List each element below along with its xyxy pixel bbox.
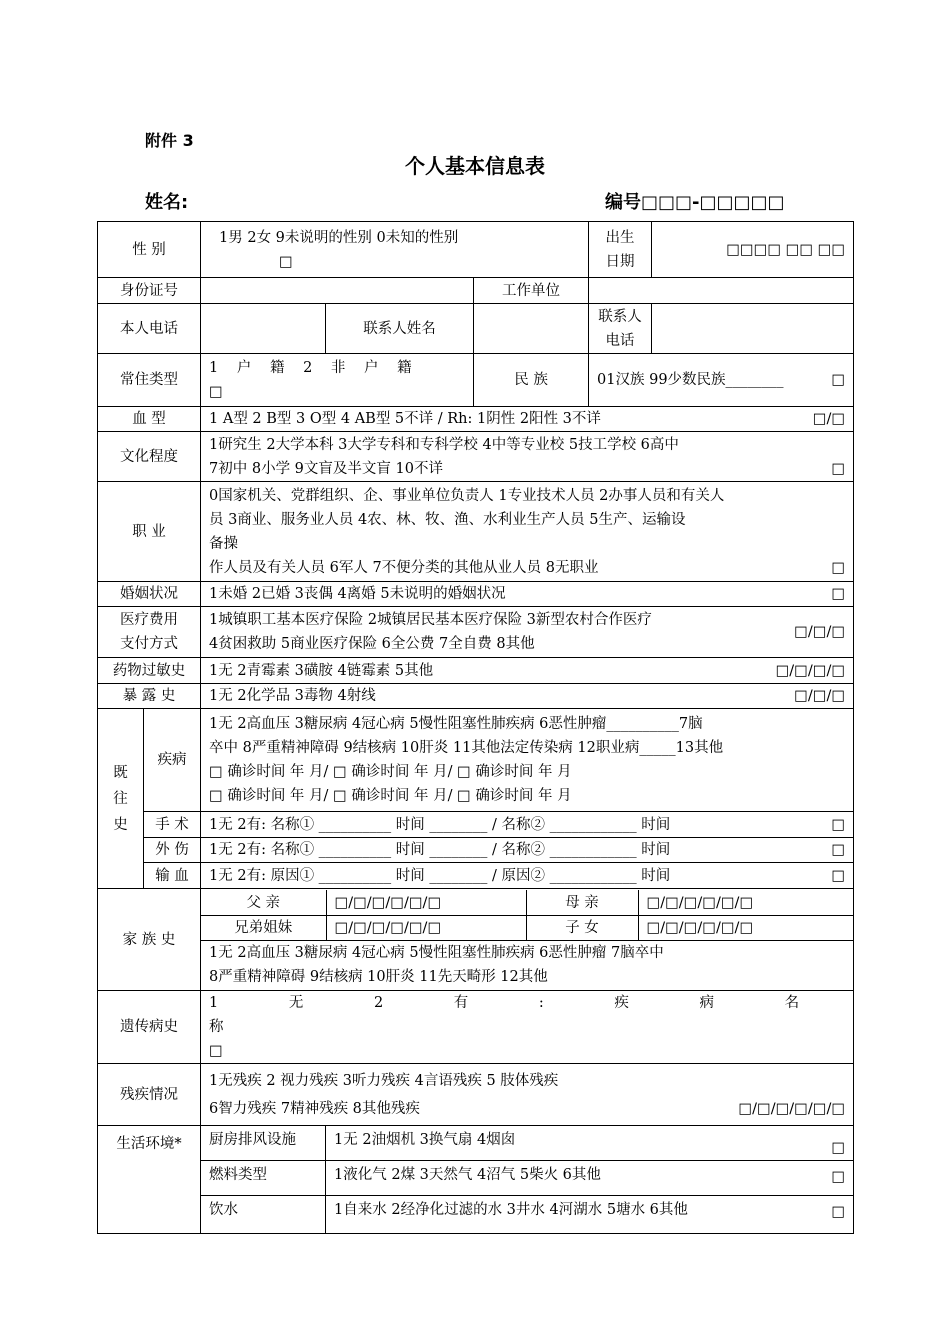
ethnic-label: 民 族 (474, 354, 589, 407)
siblings-checkbox[interactable]: □/□/□/□/□/□ (326, 915, 526, 940)
mother-label: 母 亲 (526, 890, 638, 915)
transfusion-label: 输 血 (144, 863, 201, 889)
family-options-line2: 8严重精神障碍 9结核病 10肝炎 11先天畸形 12其他 (209, 968, 548, 985)
fuel-field[interactable] (326, 1161, 854, 1196)
occupation-field[interactable] (201, 482, 854, 582)
education-label: 文化程度 (98, 432, 201, 482)
water-field[interactable] (326, 1196, 854, 1234)
mother-checkbox[interactable]: □/□/□/□/□/□ (638, 890, 853, 915)
genetic-label: 遗传病史 (98, 991, 201, 1064)
blood-type-label: 血 型 (98, 407, 201, 432)
gender-label: 性 别 (98, 222, 201, 278)
children-label: 子 女 (526, 915, 638, 940)
exposure-label: 暴 露 史 (98, 684, 201, 709)
gender-options: 1男 2女 9未说明的性别 0未知的性别 (219, 229, 459, 246)
surgery-field[interactable] (201, 812, 854, 838)
disease-diagnosis-line1[interactable]: □ 确诊时间 年 月/ □ 确诊时间 年 月/ □ 确诊时间 年 月 (209, 764, 572, 780)
surgery-label: 手 术 (144, 812, 201, 838)
fuel-options: 1液化气 2煤 3天然气 4沼气 5柴火 6其他 (334, 1167, 601, 1183)
disease-diagnosis-line2[interactable]: □ 确诊时间 年 月/ □ 确诊时间 年 月/ □ 确诊时间 年 月 (209, 788, 572, 804)
blood-type-options: 1 A型 2 B型 3 O型 4 AB型 5不详 / Rh: 1阴性 2阳性 3不详 (209, 411, 601, 427)
contact-phone-input[interactable] (652, 304, 854, 354)
transfusion-checkbox[interactable]: □ (831, 867, 846, 884)
father-label: 父 亲 (201, 890, 326, 915)
marital-checkbox[interactable]: □ (831, 586, 846, 602)
id-label: 身份证号 (98, 278, 201, 304)
transfusion-field[interactable] (201, 863, 854, 889)
allergy-checkbox[interactable]: □/□/□/□ (775, 662, 846, 679)
water-options: 1自来水 2经净化过滤的水 3井水 4河湖水 5塘水 6其他 (334, 1202, 688, 1218)
contact-name-label: 联系人姓名 (326, 304, 474, 354)
disability-line1: 1无残疾 2 视力残疾 3听力残疾 4言语残疾 5 肢体残疾 (209, 1072, 559, 1089)
ethnic-checkbox[interactable]: □ (831, 372, 846, 388)
page-title: 个人基本信息表 (405, 154, 545, 178)
gender-checkbox[interactable]: □ (279, 253, 293, 270)
payment-label: 医疗费用 支付方式 (98, 607, 201, 658)
disease-line1: 1无 2高血压 3糖尿病 4冠心病 5慢性阻塞性肺疾病 6恶性肿瘤__________7脑 (209, 716, 703, 732)
family-options-line1: 1无 2高血压 3糖尿病 4冠心病 5慢性阻塞性肺疾病 6恶性肿瘤 7脑卒中 (209, 944, 664, 961)
kitchen-checkbox[interactable]: □ (831, 1140, 846, 1156)
injury-field[interactable] (201, 838, 854, 863)
family-members-table (201, 890, 853, 941)
birth-label: 出生 日期 (589, 222, 652, 278)
gender-field[interactable] (201, 222, 589, 278)
genetic-options: 1 无 2 有 : 疾 病 名 称 (209, 995, 800, 1035)
work-unit-input[interactable] (589, 278, 854, 304)
fuel-label: 燃料类型 (201, 1161, 326, 1196)
education-checkbox[interactable]: □ (831, 460, 846, 477)
disease-line2: 卒中 8严重精神障碍 9结核病 10肝炎 11其他法定传染病 12职业病_____13其他 (209, 740, 724, 756)
injury-checkbox[interactable]: □ (831, 842, 846, 858)
family-history-field[interactable] (201, 889, 854, 991)
surgery-checkbox[interactable]: □ (831, 816, 846, 833)
marital-options: 1未婚 2已婚 3丧偶 4离婚 5未说明的婚姻状况 (209, 586, 506, 602)
ethnic-field[interactable] (589, 354, 854, 407)
exposure-checkbox[interactable]: □/□/□ (794, 688, 846, 704)
occupation-label: 职 业 (98, 482, 201, 582)
code-label: 编号□□□-□□□□□ (605, 192, 785, 213)
allergy-label: 药物过敏史 (98, 658, 201, 684)
family-history-label: 家 族 史 (98, 889, 201, 991)
genetic-checkbox[interactable]: □ (209, 1043, 223, 1059)
kitchen-label: 厨房排风设施 (201, 1126, 326, 1161)
allergy-field[interactable] (201, 658, 854, 684)
allergy-options: 1无 2青霉素 3磺胺 4链霉素 5其他 (209, 662, 434, 679)
residence-label: 常住类型 (98, 354, 201, 407)
disease-field[interactable] (201, 709, 854, 812)
name-label: 姓名: (145, 192, 189, 213)
disability-line2: 6智力残疾 7精神残疾 8其他残疾 (209, 1100, 420, 1117)
occupation-line1: 0国家机关、党群组织、企、事业单位负责人 1专业技术人员 2办事人员和有关人 (209, 487, 725, 504)
contact-phone-label: 联系人 电话 (589, 304, 652, 354)
marital-field[interactable] (201, 582, 854, 607)
fuel-checkbox[interactable]: □ (831, 1169, 846, 1185)
blood-type-checkbox[interactable]: □/□ (812, 411, 846, 427)
education-field[interactable] (201, 432, 854, 482)
disability-checkbox[interactable]: □/□/□/□/□/□ (738, 1100, 846, 1117)
work-unit-label: 工作单位 (474, 278, 589, 304)
exposure-field[interactable] (201, 684, 854, 709)
surgery-text: 1无 2有: 名称① __________ 时间 ________ / 名称② ____________ 时间 (209, 816, 671, 833)
transfusion-text: 1无 2有: 原因① __________ 时间 ________ / 原因② ____________ 时间 (209, 867, 671, 884)
kitchen-options: 1无 2油烟机 3换气扇 4烟囱 (334, 1132, 516, 1148)
disability-field[interactable] (201, 1064, 854, 1126)
injury-label: 外 伤 (144, 838, 201, 863)
disease-label: 疾病 (144, 709, 201, 812)
medical-history-label: 既 往 史 (98, 709, 144, 889)
phone-label: 本人电话 (98, 304, 201, 354)
phone-input[interactable] (201, 304, 326, 354)
disability-label: 残疾情况 (98, 1064, 201, 1126)
water-label: 饮水 (201, 1196, 326, 1234)
occupation-checkbox[interactable]: □ (831, 559, 846, 576)
kitchen-field[interactable] (326, 1126, 854, 1161)
exposure-options: 1无 2化学品 3毒物 4射线 (209, 688, 376, 704)
injury-text: 1无 2有: 名称① __________ 时间 ________ / 名称② ____________ 时间 (209, 842, 671, 858)
ethnic-options: 01汉族 99少数民族________ (597, 372, 784, 388)
attachment-label: 附件 3 (145, 131, 194, 150)
education-options-line2: 7初中 8小学 9文盲及半文盲 10不详 (209, 460, 443, 477)
genetic-field[interactable] (201, 991, 854, 1064)
father-checkbox[interactable]: □/□/□/□/□/□ (326, 890, 526, 915)
blood-type-field[interactable] (201, 407, 854, 432)
id-input[interactable] (201, 278, 474, 304)
water-checkbox[interactable]: □ (831, 1204, 846, 1220)
siblings-label: 兄弟姐妹 (201, 915, 326, 940)
birth-date-boxes[interactable]: □□□□ □□ □□ (652, 222, 854, 278)
children-checkbox[interactable]: □/□/□/□/□/□ (638, 915, 853, 940)
contact-name-input[interactable] (474, 304, 589, 354)
occupation-line3: 备操 (209, 535, 239, 552)
payment-line2: 4贫困救助 5商业医疗保险 6全公费 7全自费 8其他 (209, 636, 535, 652)
environment-label: 生活环境* (98, 1126, 201, 1234)
residence-checkbox[interactable]: □ (209, 384, 223, 400)
residence-options: 1 户 籍 2 非 户 籍 (209, 360, 412, 376)
payment-checkbox[interactable]: □/□/□ (794, 624, 846, 640)
payment-field[interactable] (201, 607, 854, 658)
payment-line1: 1城镇职工基本医疗保险 2城镇居民基本医疗保险 3新型农村合作医疗 (209, 612, 652, 628)
marital-label: 婚姻状况 (98, 582, 201, 607)
residence-field[interactable] (201, 354, 474, 407)
occupation-line4: 作人员及有关人员 6军人 7不便分类的其他从业人员 8无职业 (209, 559, 599, 576)
education-options-line1: 1研究生 2大学本科 3大学专科和专科学校 4中等专业校 5技工学校 6高中 (209, 436, 679, 453)
info-table (97, 221, 854, 1234)
occupation-line2: 员 3商业、服务业人员 4农、林、牧、渔、水利业生产人员 5生产、运输设 (209, 511, 686, 528)
